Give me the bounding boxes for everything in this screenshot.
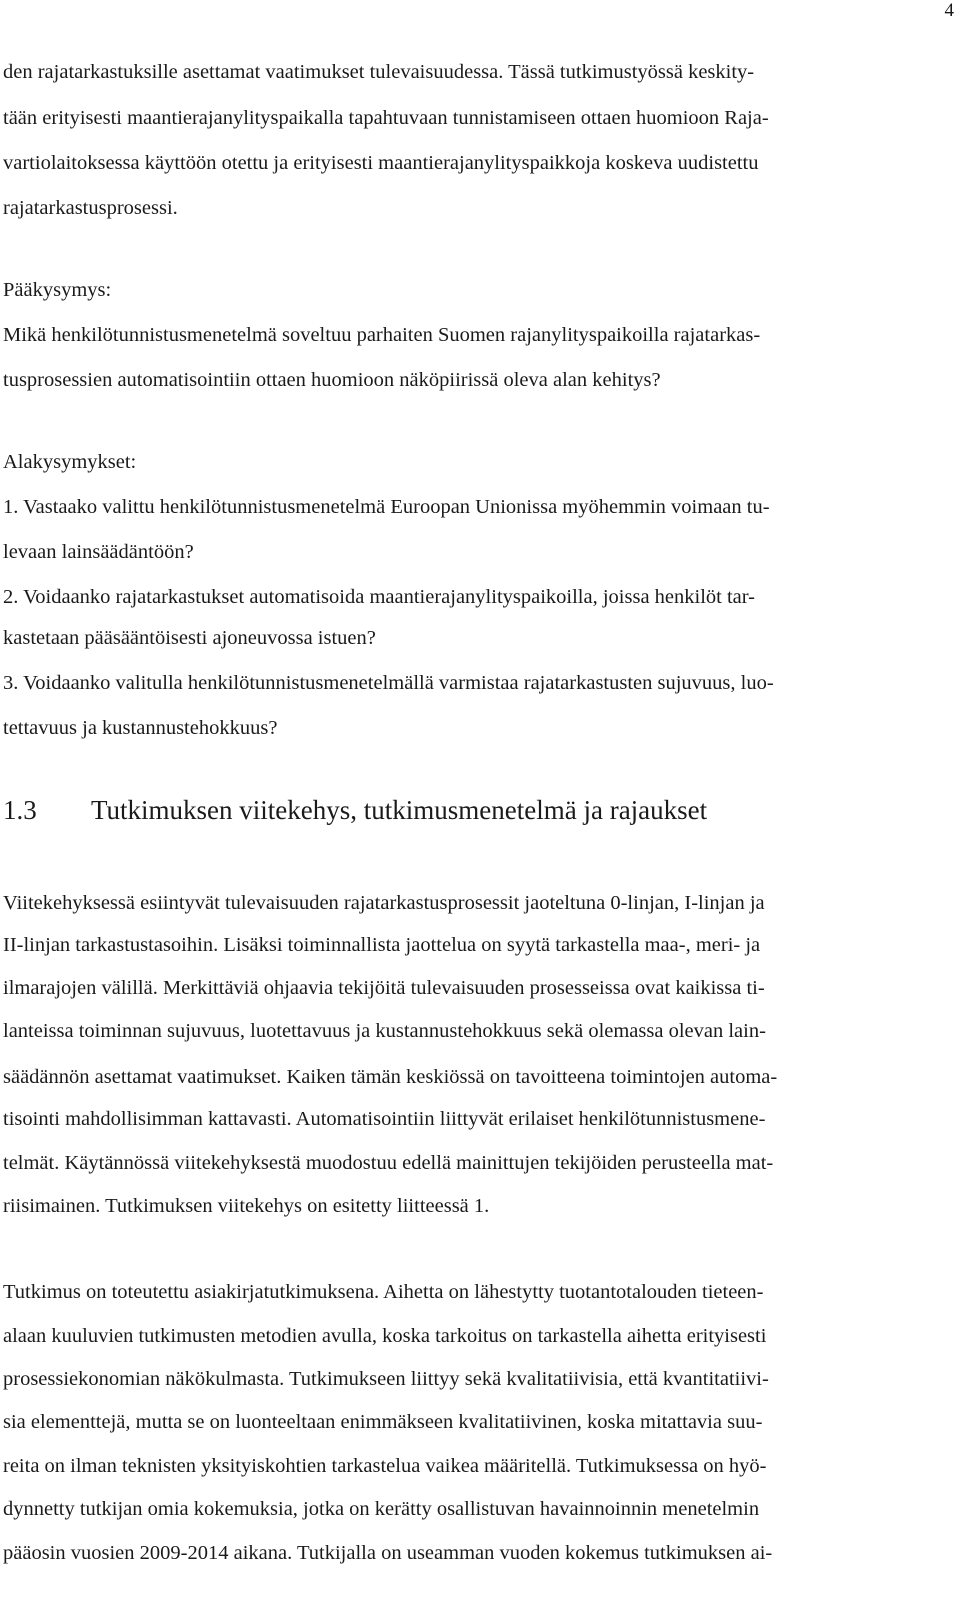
text-line: telmät. Käytännössä viitekehyksestä muodostuu edellä mainittujen tekijöiden perusteella mat- (3, 1152, 774, 1174)
section-heading (3, 794, 707, 826)
text-line: säädännön asettamat vaatimukset. Kaiken tämän keskiössä on tavoitteena toimintojen automa- (3, 1066, 778, 1088)
text-line: 3. Voidaanko valitulla henkilötunnistusmenetelmällä varmistaa rajatarkastusten sujuvuus, luo- (3, 672, 774, 694)
text-line: II-linjan tarkastustasoihin. Lisäksi toiminnallista jaottelua on syytä tarkastella maa-, meri- ja (3, 934, 761, 956)
text-line: dynnetty tutkijan omia kokemuksia, jotka on kerätty osallistuvan havainnoinnin menetelmin (3, 1498, 760, 1520)
text-line: 2. Voidaanko rajatarkastukset automatisoida maantierajanylityspaikoilla, joissa henkilöt tar- (3, 586, 756, 608)
text-line: Viitekehyksessä esiintyvät tulevaisuuden rajatarkastusprosessit jaoteltuna 0-linjan, I-linjan ja (3, 892, 765, 914)
text-line: riisimainen. Tutkimuksen viitekehys on esitetty liitteessä 1. (3, 1195, 490, 1217)
text-line: alaan kuuluvien tutkimusten metodien avulla, koska tarkoitus on tarkastella aihetta erityisesti (3, 1325, 767, 1347)
text-line: reita on ilman teknisten yksityiskohtien tarkastelua vaikea määritellä. Tutkimuksessa on hyö- (3, 1455, 767, 1477)
section-number: 1.3 (3, 795, 37, 825)
text-line: levaan lainsäädäntöön? (3, 541, 194, 563)
text-line: pääosin vuosien 2009-2014 aikana. Tutkijalla on useamman vuoden kokemus tutkimuksen ai- (3, 1542, 773, 1564)
text-line: kastetaan pääsääntöisesti ajoneuvossa istuen? (3, 627, 376, 649)
section-title: Tutkimuksen viitekehys, tutkimusmenetelmä ja rajaukset (91, 795, 708, 825)
text-line: tään erityisesti maantierajanylityspaikalla tapahtuvaan tunnistamiseen ottaen huomioon Raja- (3, 107, 769, 129)
text-line: prosessiekonomian näkökulmasta. Tutkimukseen liittyy sekä kvalitatiivisia, että kvantitatiivi- (3, 1368, 769, 1390)
text-line: lanteissa toiminnan sujuvuus, luotettavuus ja kustannustehokkuus sekä olemassa olevan lain- (3, 1020, 766, 1042)
text-line: Mikä henkilötunnistusmenetelmä soveltuu parhaiten Suomen rajanylityspaikoilla rajatarkas- (3, 324, 761, 346)
text-line: tusprosessien automatisointiin ottaen huomioon näköpiirissä oleva alan kehitys? (3, 369, 661, 391)
text-line: tisointi mahdollisimman kattavasti. Automatisointiin liittyvät erilaiset henkilötunnistusmene- (3, 1108, 766, 1130)
sub-questions-label: Alakysymykset: (3, 451, 137, 473)
page-number: 4 (944, 0, 954, 21)
text-line: sia elementtejä, mutta se on luonteeltaan enimmäkseen kvalitatiivinen, koska mitattavia suu- (3, 1411, 763, 1433)
main-question-label: Pääkysymys: (3, 279, 112, 301)
text-line: vartiolaitoksessa käyttöön otettu ja erityisesti maantierajanylityspaikkoja koskeva uudistettu (3, 152, 759, 174)
text-line: tettavuus ja kustannustehokkuus? (3, 717, 278, 739)
text-line: Tutkimus on toteutettu asiakirjatutkimuksena. Aihetta on lähestytty tuotantotalouden tieteen- (3, 1281, 764, 1303)
text-line: 1. Vastaako valittu henkilötunnistusmenetelmä Euroopan Unionissa myöhemmin voimaan tu- (3, 496, 770, 518)
text-line: rajatarkastusprosessi. (3, 197, 178, 219)
text-line: ilmarajojen välillä. Merkittäviä ohjaavia tekijöitä tulevaisuuden prosesseissa ovat kaikissa ti- (3, 977, 765, 999)
text-line: den rajatarkastuksille asettamat vaatimukset tulevaisuudessa. Tässä tutkimustyössä keskity- (3, 61, 755, 83)
